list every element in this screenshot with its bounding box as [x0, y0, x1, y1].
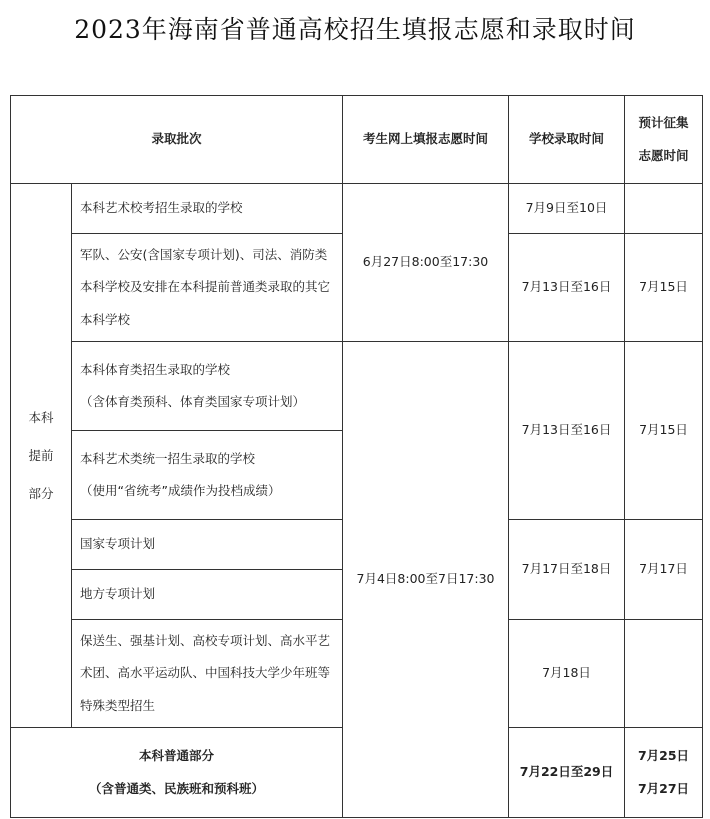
admit-time-cell: 7月18日	[509, 620, 625, 728]
general-name: 本科普通部分	[139, 748, 215, 763]
admit-time-cell: 7月9日至10日	[509, 184, 625, 234]
table-row	[11, 342, 703, 431]
row-name: 本科体育类招生录取的学校	[80, 361, 231, 377]
row-name-with-note	[72, 431, 343, 520]
supp-time-cell	[625, 620, 703, 728]
fill-time-cell: 7月4日8:00至7日17:30	[343, 342, 509, 818]
row-name: 本科艺术类统一招生录取的学校	[80, 450, 256, 466]
supp-time-line: 7月27日	[637, 780, 690, 796]
table-row	[11, 184, 703, 234]
general-note: （含普通类、民族班和预科班）	[89, 780, 265, 796]
header-supp-time	[625, 96, 703, 184]
admit-time-cell: 7月13日至16日	[509, 234, 625, 342]
row-name: 国家专项计划	[72, 520, 343, 570]
group-label-early	[11, 184, 72, 728]
supp-time-cell: 7月17日	[625, 520, 703, 620]
admit-time-cell: 7月17日至18日	[509, 520, 625, 620]
header-batch: 录取批次	[11, 96, 343, 184]
header-fill-time: 考生网上填报志愿时间	[343, 96, 509, 184]
supp-time-cell	[625, 728, 703, 818]
fill-time-cell: 6月27日8:00至17:30	[343, 184, 509, 342]
general-name-cell	[11, 728, 343, 818]
header-row	[11, 96, 703, 184]
row-note: （使用“省统考”成绩作为投档成绩）	[80, 483, 281, 498]
group-label-line: 本科	[28, 409, 54, 425]
supp-time-cell: 7月15日	[625, 234, 703, 342]
row-name-with-note	[72, 342, 343, 431]
group-label-line: 提前	[28, 447, 54, 463]
supp-time-cell: 7月15日	[625, 342, 703, 520]
header-supp-line2: 志愿时间	[638, 147, 689, 163]
row-name: 本科艺术校考招生录取的学校	[72, 184, 343, 234]
page-title: 2023年海南省普通高校招生填报志愿和录取时间	[74, 15, 636, 44]
row-name: 保送生、强基计划、高校专项计划、高水平艺术团、高水平运动队、中国科技大学少年班等特殊类型招生	[72, 620, 343, 728]
group-label-line: 部分	[28, 485, 54, 501]
row-note: （含体育类预科、体育类国家专项计划）	[80, 394, 306, 409]
schedule-table	[10, 95, 703, 818]
header-admit-time: 学校录取时间	[509, 96, 625, 184]
supp-time-line: 7月25日	[637, 748, 690, 763]
admit-time-cell: 7月13日至16日	[509, 342, 625, 520]
row-name: 地方专项计划	[72, 570, 343, 620]
admit-time-cell: 7月22日至29日	[509, 728, 625, 818]
row-name: 军队、公安(含国家专项计划)、司法、消防类本科学校及安排在本科提前普通类录取的其它本科学校	[72, 234, 343, 342]
header-supp-line1: 预计征集	[638, 115, 689, 130]
supp-time-cell	[625, 184, 703, 234]
